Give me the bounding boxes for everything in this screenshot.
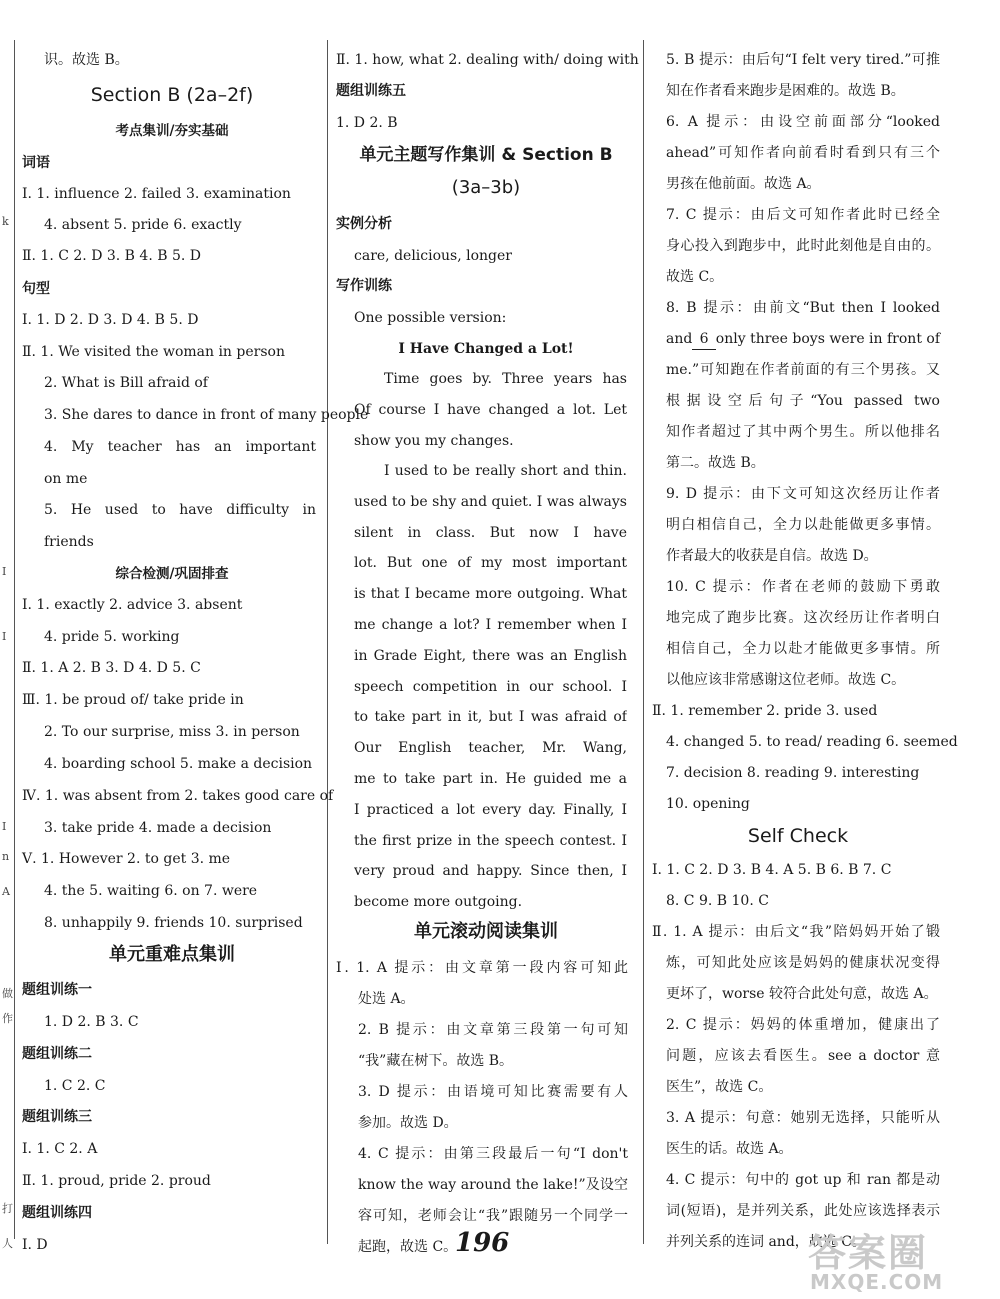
answer-line: 医生”，故选 C。: [666, 1079, 773, 1095]
answer-line: 参加。故选 D。: [358, 1115, 458, 1131]
section-heading: Self Check: [747, 825, 849, 847]
answer-line: 身心投入到跑步中，此时此刻他是自由的。: [666, 238, 940, 254]
answer-line: Ⅳ. 1. was absent from 2. takes good care of: [22, 788, 334, 804]
essay-line: speech competition in our school. I: [354, 679, 627, 695]
answer-line: Ⅱ. 1. C 2. D 3. B 4. B 5. D: [22, 248, 201, 264]
edge-mark: 作: [2, 1012, 13, 1025]
answer-line: 10. C 提示：作者在老师的鼓励下勇敢: [666, 579, 940, 595]
watermark-url: MXQE.COM: [810, 1270, 944, 1294]
answer-line: care, delicious, longer: [354, 248, 512, 264]
edge-mark: 打: [2, 1202, 13, 1215]
answer-line: on me: [44, 471, 88, 487]
answer-line: Ⅱ. 1. A 提示：由后文“我”陪妈妈开始了锻: [652, 924, 940, 940]
subsection-heading: 综合检测/巩固排查: [115, 566, 229, 582]
answer-line: 地完成了跑步比赛。这次经历让作者明白: [666, 610, 940, 626]
answer-line: 炼，可知此处应该是妈妈的健康状况变得: [666, 955, 940, 971]
answer-line: 4. pride 5. working: [44, 629, 180, 645]
essay-line: the first prize in the speech contest. I: [354, 833, 627, 849]
section-heading: 单元重难点集训: [109, 944, 235, 965]
page-number: 196: [455, 1228, 510, 1258]
answer-line: 医生的话。故选 A。: [666, 1141, 793, 1157]
section-heading-cont: (3a–3b): [451, 177, 521, 198]
essay-line: is that I became more outgoing. What: [354, 586, 627, 602]
answer-line: 第二。故选 B。: [666, 455, 765, 471]
answer-line: 识。故选 B。: [44, 52, 129, 68]
watermark-text: 答案圈: [808, 1231, 929, 1275]
answer-line: 1. D 2. B: [336, 115, 398, 131]
answer-line: 4. changed 5. to read/ reading 6. seemed: [666, 734, 958, 750]
answer-line: 1. C 2. C: [44, 1078, 106, 1094]
essay-line: Time goes by. Three years has: [384, 371, 627, 387]
answer-line: Ⅲ. 1. be proud of/ take pride in: [22, 692, 244, 708]
text-fragment: and: [666, 331, 693, 347]
answer-line: me.”可知跑在作者前面的有三个男孩。又: [666, 362, 940, 378]
answer-line: 问题，应该去看医生。see a doctor 意: [666, 1048, 940, 1064]
answer-line: 4. absent 5. pride 6. exactly: [44, 217, 242, 233]
answer-line: 8. B 提示：由前文“But then I looked: [666, 300, 940, 316]
answer-line: 2. What is Bill afraid of: [44, 375, 208, 391]
answer-line: 8. C 9. B 10. C: [666, 893, 769, 909]
essay-line: show you my changes.: [354, 433, 514, 449]
edge-mark: 做: [2, 987, 13, 1000]
essay-line: in Grade Eight, there was an English: [354, 648, 627, 664]
group-label: 题组训练四: [22, 1205, 92, 1221]
answer-line: 3. take pride 4. made a decision: [44, 820, 272, 836]
answer-line: know the way around the lake!”及设空: [358, 1177, 628, 1193]
answer-line: 更坏了，worse 较符合此处句意，故选 A。: [666, 986, 938, 1002]
answer-line: 2. B 提示：由文章第三段第一句可知: [358, 1022, 628, 1038]
answer-line: 容可知，老师会让“我”跟随另一个同学一: [358, 1208, 628, 1224]
answer-line: 词(短语)，是并列关系，此处应该选择表示: [666, 1203, 940, 1219]
essay-title: I Have Changed a Lot!: [398, 341, 574, 357]
answer-line: 8. unhappily 9. friends 10. surprised: [44, 915, 303, 931]
answer-line: 相信自己，全力以赴才能做更多事情。所: [666, 641, 940, 657]
essay-line: I used to be really short and thin.: [384, 463, 627, 479]
essay-line: lot. But one of my most important: [354, 555, 627, 571]
answer-line: Ⅱ. 1. proud, pride 2. proud: [22, 1173, 211, 1189]
answer-line: 7. decision 8. reading 9. interesting: [666, 765, 920, 781]
answer-line: Ⅰ. 1. C 2. A: [22, 1141, 98, 1157]
answer-line: 4. C 提示：由第三段最后一句“I don't: [358, 1146, 628, 1162]
answer-line: Ⅴ. 1. However 2. to get 3. me: [22, 851, 231, 867]
essay-line: to take part in it, but I was afraid of: [354, 709, 627, 725]
answer-line: friends: [44, 534, 94, 550]
answer-line: Ⅰ. D: [22, 1237, 48, 1253]
answer-line: 3. A 提示：句意：她别无选择，只能听从: [666, 1110, 940, 1126]
answer-line: Ⅰ. 1. exactly 2. advice 3. absent: [22, 597, 243, 613]
answer-line: 作者最大的收获是自信。故选 D。: [666, 548, 878, 564]
answer-line: 2. To our surprise, miss 3. in person: [44, 724, 300, 740]
answer-line: 明白相信自己，全力以赴能做更多事情。: [666, 517, 940, 533]
answer-line: 根据设空后句子“You passed two: [666, 393, 940, 409]
answer-line: Ⅱ. 1. A 2. B 3. D 4. D 5. C: [22, 660, 201, 676]
answer-line: 并列关系的连词 and，故选 C。: [666, 1234, 866, 1250]
answer-line: Ⅱ. 1. remember 2. pride 3. used: [652, 703, 878, 719]
answer-line: 3. D 提示：由语境可知比赛需要有人: [358, 1084, 628, 1100]
essay-line: I practiced a lot every day. Finally, I: [354, 802, 627, 818]
answer-line: 1. D 2. B 3. C: [44, 1014, 139, 1030]
category-label: 词语: [22, 155, 50, 171]
answer-line: 处选 A。: [358, 991, 415, 1007]
category-label: 实例分析: [336, 216, 392, 232]
answer-line: 知在作者看来跑步是困难的。故选 B。: [666, 83, 905, 99]
column-divider-1: [327, 40, 328, 1244]
blank-number: 6: [692, 329, 715, 350]
answer-line: 2. C 提示：妈妈的体重增加，健康出了: [666, 1017, 940, 1033]
answer-line: 3. She dares to dance in front of many people: [44, 407, 369, 423]
answer-line: Ⅰ. 1. influence 2. failed 3. examination: [22, 186, 291, 202]
group-label: 题组训练二: [22, 1046, 92, 1062]
answer-line: Ⅰ. 1. D 2. D 3. D 4. B 5. D: [22, 312, 199, 328]
essay-line: me change a lot? I remember when I: [354, 617, 627, 633]
essay-line: Of course I have changed a lot. Let: [354, 402, 627, 418]
edge-mark: I: [2, 630, 7, 643]
answer-line: Ⅰ. 1. C 2. D 3. B 4. A 5. B 6. B 7. C: [652, 862, 892, 878]
essay-line: used to be shy and quiet. I was always: [354, 494, 627, 510]
answer-line: 4. the 5. waiting 6. on 7. were: [44, 883, 258, 899]
section-heading: 单元滚动阅读集训: [414, 921, 558, 942]
essay-line: me to take part in. He guided me a: [354, 771, 627, 787]
section-heading: 单元主题写作集训 & Section B: [359, 145, 613, 165]
edge-mark: I: [2, 565, 7, 578]
group-label: 题组训练三: [22, 1109, 92, 1125]
answer-line: 7. C 提示：由后文可知作者此时已经全: [666, 207, 940, 223]
answer-line-with-blank: [666, 329, 940, 350]
edge-mark: k: [2, 215, 9, 228]
answer-line: Ⅰ. 1. A 提示：由文章第一段内容可知此: [336, 960, 628, 976]
answer-line: 4. C 提示：句中的 got up 和 ran 都是动: [666, 1172, 940, 1188]
answer-line: 知作者超过了其中两个男生。所以他排名: [666, 424, 940, 440]
edge-mark: 人: [2, 1237, 13, 1250]
answer-line: 以他应该非常感谢这位老师。故选 C。: [666, 672, 906, 688]
left-margin-rule: [14, 40, 15, 1239]
category-label: 写作训练: [336, 278, 392, 294]
answer-line: One possible version:: [354, 310, 507, 326]
essay-line: Our English teacher, Mr. Wang,: [354, 740, 627, 756]
answer-line: Ⅱ. 1. We visited the woman in person: [22, 344, 285, 360]
group-label: 题组训练一: [22, 982, 92, 998]
answer-line: 男孩在他前面。故选 A。: [666, 176, 821, 192]
essay-line: become more outgoing.: [354, 894, 523, 910]
edge-mark: n: [2, 850, 10, 863]
column-divider-2: [643, 40, 644, 1244]
watermark-logo: [800, 1222, 996, 1296]
essay-line: silent in class. But now I have: [354, 525, 627, 541]
answer-line: 5. He used to have difficulty in: [44, 502, 316, 518]
answer-line: 4. My teacher has an important: [44, 439, 316, 455]
group-label: 题组训练五: [336, 83, 406, 99]
subsection-heading: 考点集训/夯实基础: [115, 123, 229, 139]
answer-line: 6. A 提示：由设空前面部分“looked: [666, 114, 940, 130]
answer-line: “我”藏在树下。故选 B。: [358, 1053, 514, 1069]
answer-line: ahead”可知作者向前看时看到只有三个: [666, 145, 940, 161]
answer-line: 10. opening: [666, 796, 750, 812]
text-fragment: only three boys were in front of: [715, 331, 940, 347]
category-label: 句型: [22, 281, 50, 297]
edge-mark: A: [2, 885, 10, 898]
edge-mark: I: [2, 820, 7, 833]
answer-line: 5. B 提示：由后句“I felt very tired.”可推: [666, 52, 940, 68]
answer-line: 故选 C。: [666, 269, 724, 285]
answer-line: 9. D 提示：由下文可知这次经历让作者: [666, 486, 940, 502]
answer-line: 起跑，故选 C。: [358, 1239, 458, 1255]
essay-line: very proud and happy. Since then, I: [354, 863, 627, 879]
answer-line: Ⅱ. 1. how, what 2. dealing with/ doing with: [336, 52, 639, 68]
answer-line: 4. boarding school 5. make a decision: [44, 756, 313, 772]
section-heading: Section B (2a–2f): [90, 84, 254, 106]
